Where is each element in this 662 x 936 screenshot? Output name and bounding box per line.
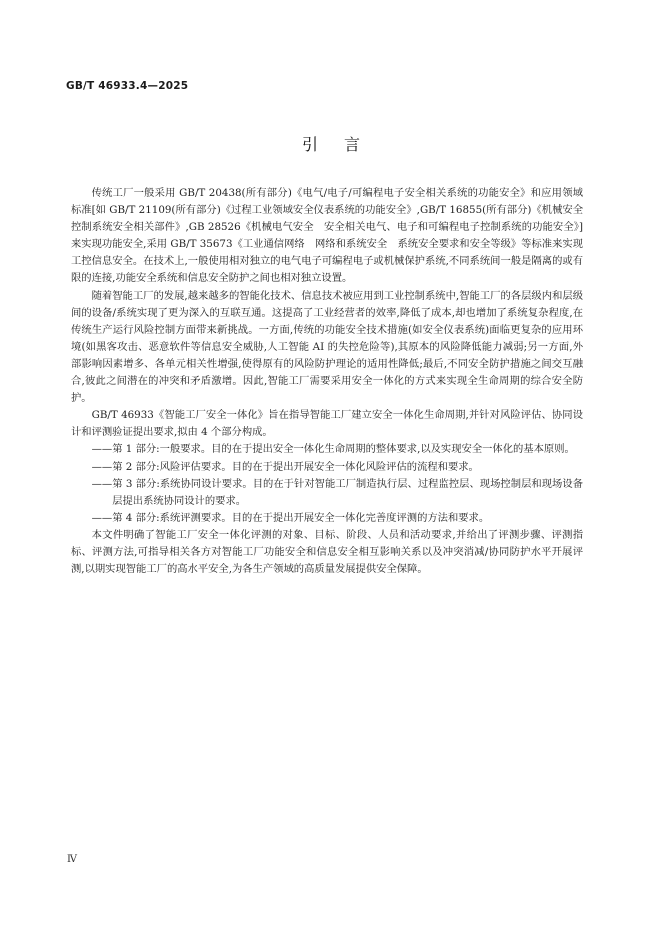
paragraph-2: 随着智能工厂的发展,越来越多的智能化技术、信息技术被应用到工业控制系统中,智能工厂的各层级内和层级间的设备/系统实现了更为深入的互联互通。这提高了工业经营者的效率,降低了成本,却也增加了系统复杂程度,在传统生产运行风险控制方面带来新挑战。一方面,传统的功能安全技术措施(如安全仪表系统)面临更复杂的应用环境(如黑客攻击、恶意软件等信息安全威胁,人工智能 AI 的失控危险等),其原本的风险降低能力减弱;另一方面,外部影响因素增多、各单元相关性增强,使得原有的风险防护理论的适用性降低;最后,不同安全防护措施之间交互融合,彼此之间潜在的冲突和矛盾激增。因此,智能工厂需要采用安全一体化的方式来实现全生命周期的综合安全防护。	[71, 289, 583, 405]
closing-paragraph: 本文件明确了智能工厂安全一体化评测的对象、目标、阶段、人员和活动要求,并给出了评测步骤、评测指标、评测方法,可指导相关各方对智能工厂功能安全和信息安全相互影响关系以及冲突消减/协同防护水平开展评测,以期实现智能工厂的高水平安全,为各生产领域的高质量发展提供安全保障。	[71, 528, 583, 576]
list-item-part-3	[71, 476, 583, 510]
list-dash: ——	[91, 460, 113, 473]
page-number: Ⅳ	[67, 854, 77, 865]
list-dash: ——	[91, 477, 113, 490]
list-item-text: 第 2 部分:风险评估要求。目的在于提出开展安全一体化风险评估的流程和要求。	[112, 460, 479, 473]
page-title: 引言	[301, 135, 386, 154]
paragraph-3: GB/T 46933《智能工厂安全一体化》旨在指导智能工厂建立安全一体化生命周期,并针对风险评估、协同设计和评测验证提出要求,拟由 4 个部分构成。	[71, 409, 583, 439]
paragraph-1: 传统工厂一般采用 GB/T 20438(所有部分)《电气/电子/可编程电子安全相关系统的功能安全》和应用领域标准[如 GB/T 21109(所有部分)《过程工业领域安全仪表系统的功能安全》,GB/T 16855(所有部分)《机械安全 控制系统安全相关部件》,GB 28526《机械电气安全 安全相关电气、电子和可编程电子控制系统的功能安全》]来实现功能安全,采用 GB/T 35673《工业通信网络 网络和系统安全 系统安全要求和安全等级》等标准来实现工控信息安全。在技术上,一般使用相对独立的电气电子可编程电子或机械保护系统,不同系统间一般是隔离的或有限的连接,功能安全系统和信息安全防护之间也相对独立设置。	[71, 187, 594, 285]
document-body	[71, 185, 594, 578]
list-item-text: 第 1 部分:一般要求。目的在于提出安全一体化生命周期的整体要求,以及实现安全一体化的基本原则。	[112, 443, 575, 456]
standard-code-header: GB/T 46933.4—2025	[66, 80, 189, 92]
list-item-part-2	[71, 459, 583, 476]
list-item-text: 第 3 部分:系统协同设计要求。目的在于针对智能工厂制造执行层、过程监控层、现场控制层和现场设备层提出系统协同设计的要求。	[112, 477, 583, 507]
list-dash: ——	[91, 443, 113, 456]
list-dash: ——	[91, 511, 113, 524]
list-item-part-1	[71, 441, 583, 458]
list-item-text: 第 4 部分:系统评测要求。目的在于提出开展安全一体化完善度评测的方法和要求。	[112, 511, 490, 524]
list-item-part-4	[71, 510, 583, 527]
